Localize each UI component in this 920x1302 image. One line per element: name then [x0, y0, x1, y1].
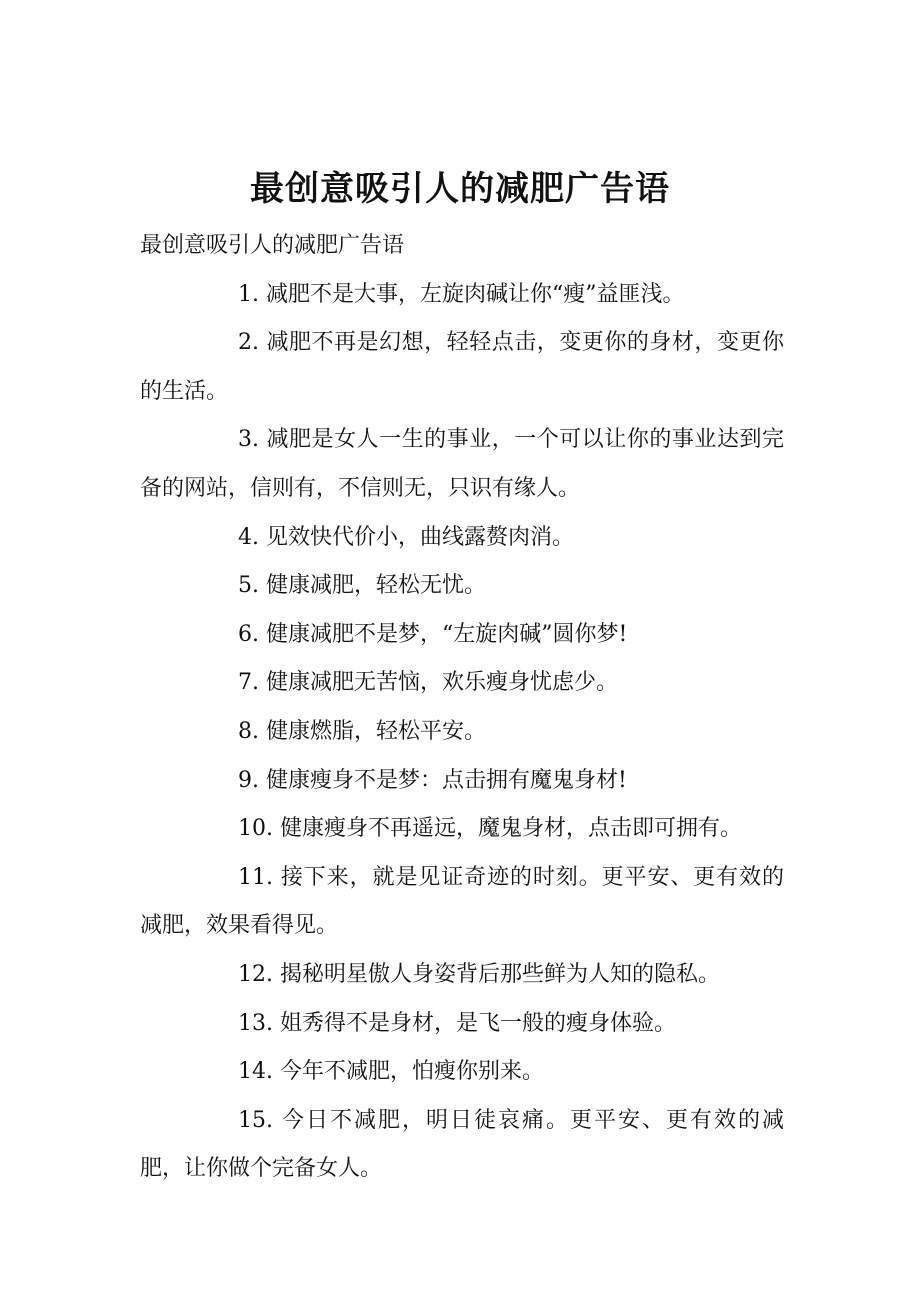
slogan-item-9: 9. 健康瘦身不是梦：点击拥有魔鬼身材!: [238, 767, 627, 793]
slogan-item-11: 11. 接下来，就是见证奇迹的时刻。更平安、更有效的减肥，效果看得见。: [140, 864, 784, 939]
slogan-item-15: 15. 今日不减肥，明日徒哀痛。更平安、更有效的减肥，让你做个完备女人。: [140, 1107, 784, 1182]
document-title: 最创意吸引人的减肥广告语: [250, 168, 670, 209]
slogan-item-10: 10. 健康瘦身不再遥远，魔鬼身材，点击即可拥有。: [238, 816, 742, 842]
slogan-item-14: 14. 今年不减肥，怕瘦你别来。: [238, 1059, 544, 1085]
slogan-item-1: 1. 减肥不是大事，左旋肉碱让你“瘦”益匪浅。: [238, 281, 685, 307]
slogan-item-3: 3. 减肥是女人一生的事业，一个可以让你的事业达到完备的网站，信则有，不信则无，只识有缘人。: [140, 427, 784, 501]
slogan-item-13: 13. 姐秀得不是身材，是飞一般的瘦身体验。: [238, 1010, 676, 1036]
document-body: [140, 222, 784, 1194]
slogan-item-7: 7. 健康减肥无苦恼，欢乐瘦身忧虑少。: [238, 670, 618, 696]
slogan-item-6: 6. 健康减肥不是梦，“左旋肉碱”圆你梦!: [238, 621, 628, 647]
slogan-item-5: 5. 健康减肥，轻松无忧。: [238, 573, 486, 599]
slogan-item-2: 2. 减肥不再是幻想，轻轻点击，变更你的身材，变更你的生活。: [140, 330, 784, 404]
slogan-item-12: 12. 揭秘明星傲人身姿背后那些鲜为人知的隐私。: [238, 961, 720, 987]
document-subtitle: 最创意吸引人的减肥广告语: [140, 233, 405, 258]
slogan-item-4: 4. 见效快代价小，曲线露赘肉消。: [238, 524, 574, 550]
slogan-item-8: 8. 健康燃脂，轻松平安。: [238, 718, 486, 744]
